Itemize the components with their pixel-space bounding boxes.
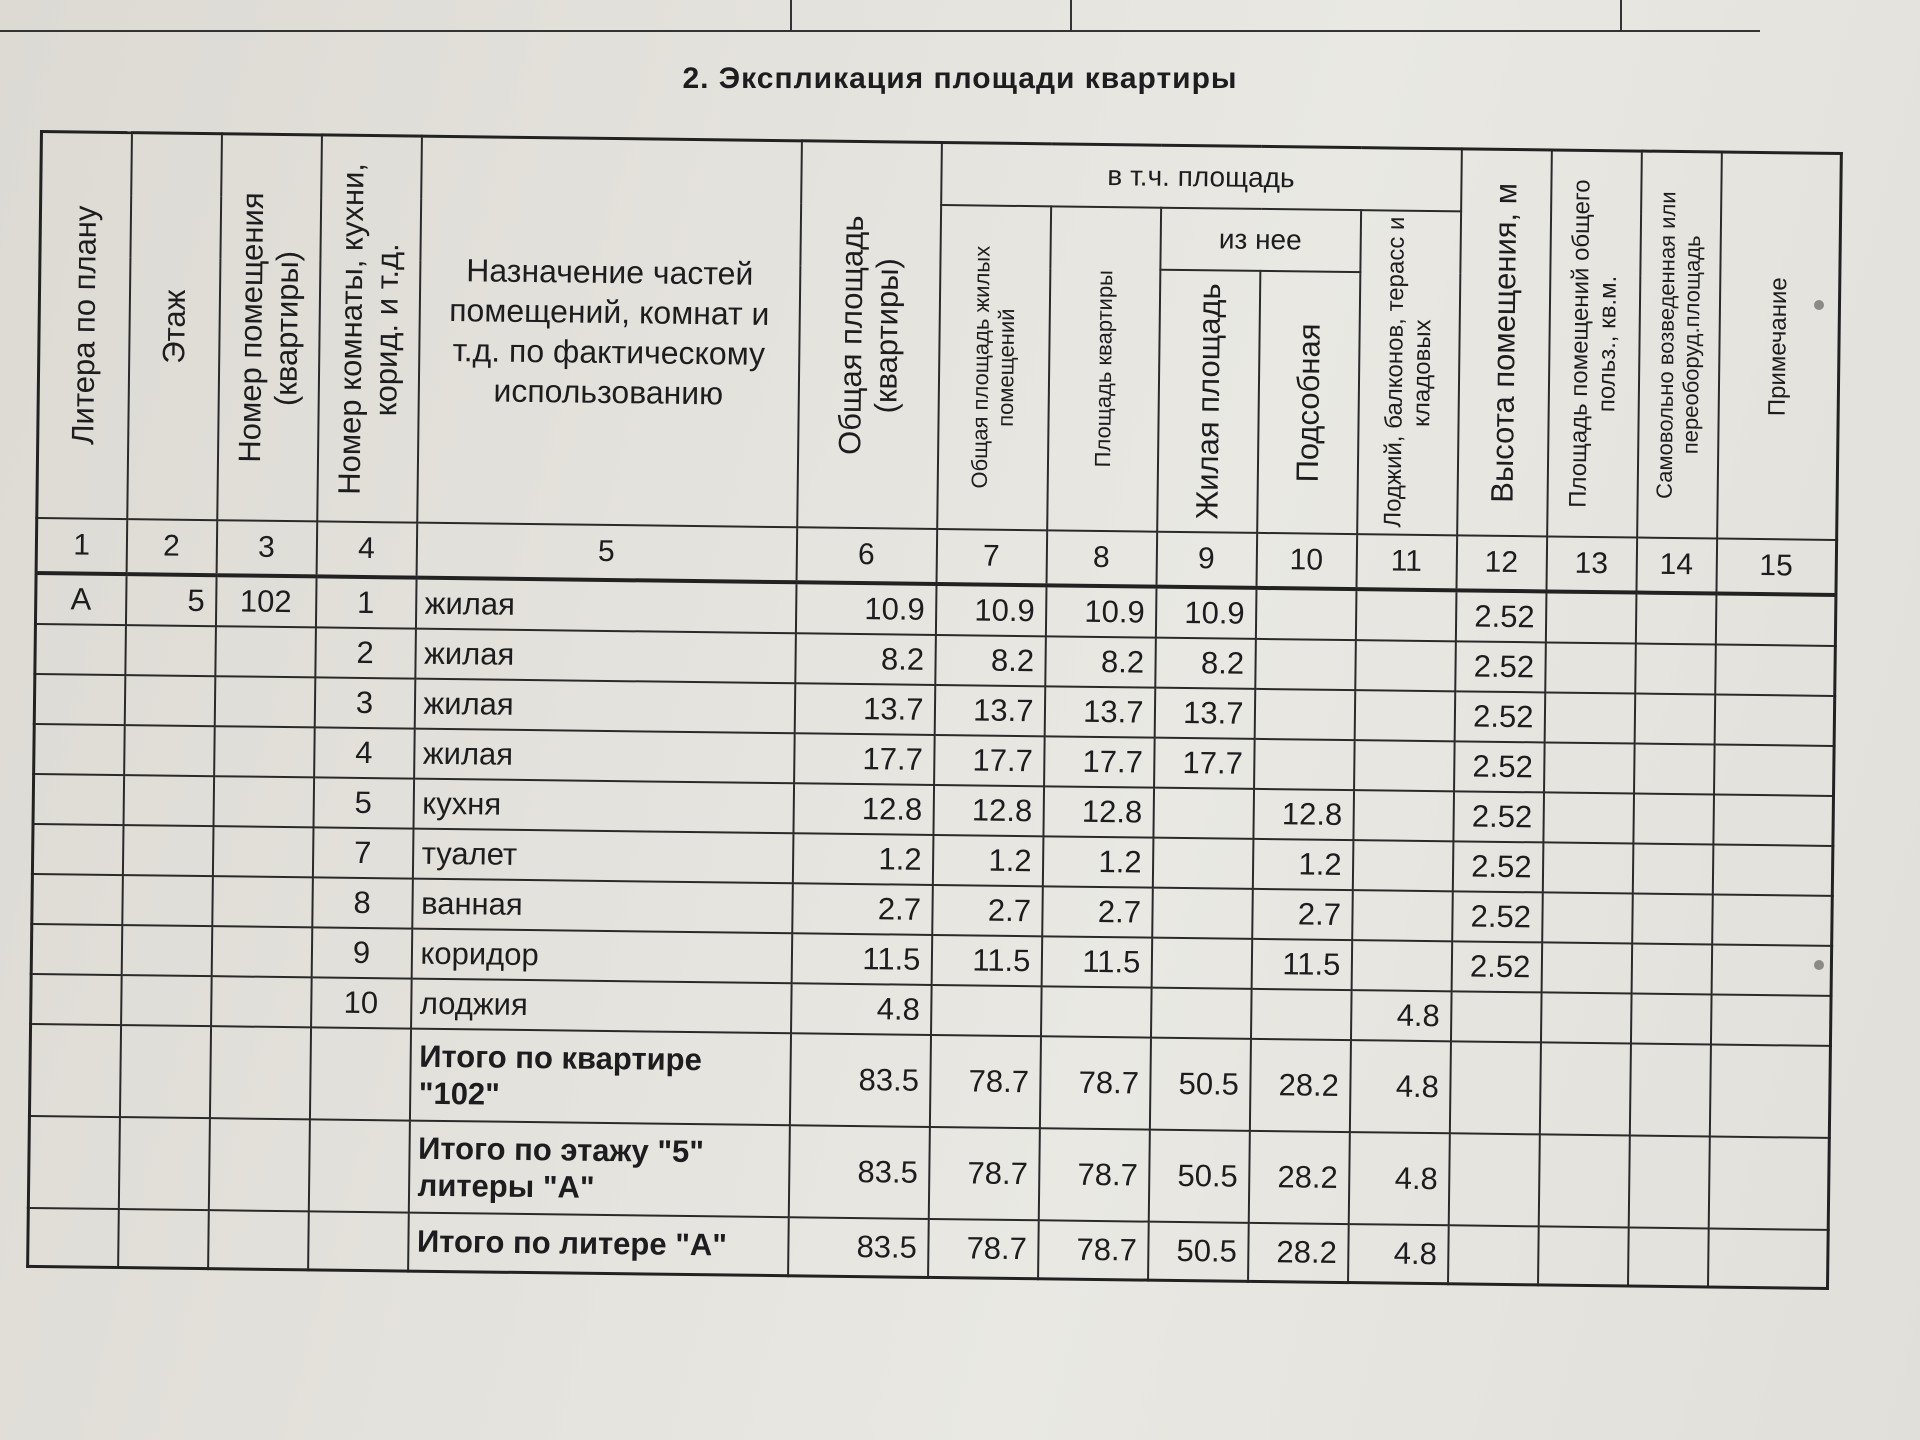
height-cell: 2.52 [1455, 590, 1546, 642]
loggia-area-cell [1351, 940, 1452, 991]
header-apartment-area: Площадь квартиры [1047, 206, 1161, 531]
empty-cell [119, 1025, 210, 1118]
utility-area-cell [1250, 989, 1351, 1040]
apartment-area-cell: 10.9 [1045, 585, 1156, 637]
empty-cell [1628, 1227, 1709, 1286]
utility-area-cell [1254, 739, 1355, 790]
header-apartment-number: Номер помещения (квартиры) [217, 134, 322, 522]
living-area-cell [1151, 938, 1252, 989]
height-cell: 2.52 [1451, 941, 1542, 992]
height-cell: 2.52 [1452, 891, 1543, 942]
litera-cell [32, 874, 123, 925]
loggia-area-cell [1355, 640, 1456, 691]
floor-cell [125, 625, 216, 676]
apartment-area-cell: 8.2 [1045, 636, 1156, 687]
apartment-area-cell: 12.8 [1043, 786, 1154, 837]
total-value-cell: 50.5 [1148, 1130, 1249, 1223]
loggia-area-cell [1354, 690, 1455, 741]
empty-cell [1635, 644, 1716, 695]
total-label: Итого по квартире "102" [409, 1029, 790, 1126]
column-number: 3 [216, 520, 317, 576]
header-group-of-which: из нее [1160, 208, 1361, 272]
height-cell: 2.52 [1453, 791, 1544, 842]
empty-cell [308, 1119, 409, 1212]
total-value-cell: 4.8 [1348, 1224, 1449, 1284]
room-number-cell: 10 [311, 977, 412, 1028]
empty-cell [1711, 944, 1832, 995]
empty-cell [1712, 844, 1833, 895]
total-value-cell: 4.8 [1348, 1132, 1449, 1225]
empty-cell [1714, 695, 1835, 746]
total-area-cell: 12.8 [793, 783, 934, 835]
total-value-cell: 50.5 [1149, 1038, 1250, 1131]
living-rooms-total-cell: 12.8 [933, 785, 1044, 836]
room-number-cell: 1 [315, 576, 416, 628]
height-cell: 2.52 [1452, 841, 1543, 892]
empty-cell [1710, 994, 1831, 1045]
empty-cell [1542, 842, 1633, 893]
litera-cell [31, 924, 122, 975]
apartment-cell [212, 876, 313, 927]
living-area-cell: 10.9 [1155, 587, 1256, 639]
total-area-cell: 8.2 [795, 633, 936, 685]
room-number-cell: 8 [312, 877, 413, 928]
loggia-area-cell [1352, 840, 1453, 891]
floor-cell [122, 825, 213, 876]
apartment-area-cell [1041, 986, 1152, 1037]
column-number: 4 [316, 521, 417, 577]
empty-cell [1538, 1134, 1629, 1227]
explication-table [26, 130, 1843, 1290]
utility-area-cell [1255, 639, 1356, 690]
floor-cell [124, 675, 215, 726]
column-number: 1 [36, 518, 127, 574]
apartment-area-cell: 11.5 [1041, 936, 1152, 987]
empty-cell [1715, 645, 1836, 696]
column-number: 5 [416, 523, 797, 583]
empty-cell [28, 1208, 119, 1268]
column-number: 13 [1546, 536, 1637, 592]
empty-cell [1635, 593, 1716, 645]
empty-cell [1539, 1042, 1630, 1135]
apartment-area-cell: 13.7 [1044, 686, 1155, 737]
header-loggia-area: Лоджий, балконов, терасс и кладовых [1357, 210, 1461, 535]
litera-cell [32, 824, 123, 875]
living-rooms-total-cell [931, 985, 1042, 1036]
apartment-cell: 102 [215, 575, 316, 627]
total-value-cell: 50.5 [1148, 1222, 1249, 1282]
purpose-cell: жилая [415, 578, 796, 634]
purpose-cell: кухня [413, 779, 794, 834]
table-body [28, 573, 1836, 1288]
header-purpose: Назначение частей помещений, комнат и т.д. по фактическому использованию [417, 136, 802, 527]
litera-cell [35, 624, 126, 675]
header-living-rooms-total: Общая площадь жилых помещений [937, 205, 1051, 530]
apartment-cell [212, 826, 313, 877]
column-number: 8 [1046, 530, 1157, 586]
litera-cell [31, 974, 122, 1025]
header-note: Примечание [1717, 152, 1842, 540]
total-area-cell: 10.9 [795, 582, 936, 635]
purpose-cell: коридор [411, 929, 792, 984]
utility-area-cell: 11.5 [1251, 939, 1352, 990]
empty-cell [1544, 692, 1635, 743]
empty-cell [1715, 594, 1836, 646]
living-area-cell [1152, 888, 1253, 939]
empty-cell [118, 1209, 209, 1269]
total-value-cell: 78.7 [928, 1219, 1039, 1279]
total-area-cell: 4.8 [791, 983, 932, 1035]
loggia-area-cell [1354, 740, 1455, 791]
empty-cell [1630, 994, 1711, 1045]
empty-cell [1542, 892, 1633, 943]
empty-cell [28, 1116, 119, 1209]
empty-cell [1708, 1136, 1829, 1229]
header-room-height: Высота помещения, м [1457, 149, 1552, 537]
litera-cell [34, 674, 125, 725]
living-rooms-total-cell: 8.2 [935, 635, 1046, 686]
loggia-area-cell [1353, 790, 1454, 841]
utility-area-cell [1254, 689, 1355, 740]
total-value-cell: 28.2 [1248, 1131, 1349, 1224]
purpose-cell: ванная [412, 879, 793, 934]
total-area-cell: 17.7 [794, 733, 935, 785]
apartment-area-cell: 1.2 [1042, 836, 1153, 887]
explication-table-wrapper [26, 130, 1843, 1290]
floor-cell [124, 725, 215, 776]
height-cell: 2.52 [1454, 741, 1545, 792]
header-litera: Литера по плану [37, 132, 132, 520]
column-number: 7 [936, 529, 1047, 585]
empty-cell [1545, 642, 1636, 693]
empty-cell [1629, 1043, 1710, 1136]
column-number: 6 [796, 527, 937, 584]
empty-cell [208, 1210, 309, 1270]
empty-cell [1543, 792, 1634, 843]
apartment-area-cell: 17.7 [1044, 736, 1155, 787]
total-area-cell: 2.7 [792, 883, 933, 935]
apartment-cell [213, 776, 314, 827]
empty-cell [209, 1026, 310, 1119]
living-area-cell: 13.7 [1154, 688, 1255, 739]
apartment-cell [211, 976, 312, 1027]
empty-cell [308, 1211, 409, 1271]
litera-cell [33, 774, 124, 825]
floor-cell [122, 875, 213, 926]
total-area-cell: 11.5 [791, 933, 932, 985]
empty-cell [1634, 694, 1715, 745]
column-number: 14 [1636, 538, 1717, 594]
height-cell: 2.52 [1454, 691, 1545, 742]
column-number: 11 [1356, 534, 1457, 590]
empty-cell [1633, 794, 1714, 845]
empty-cell [1709, 1044, 1830, 1137]
height-cell: 2.52 [1455, 641, 1546, 692]
total-value-cell: 4.8 [1349, 1040, 1450, 1133]
column-number: 15 [1716, 539, 1837, 595]
height-cell [1450, 991, 1541, 1042]
living-rooms-total-cell: 2.7 [932, 885, 1043, 936]
living-area-cell: 8.2 [1155, 638, 1256, 689]
total-area-cell: 1.2 [792, 833, 933, 885]
header-group-including-area: в т.ч. площадь [941, 143, 1462, 212]
header-utility-area: Подсобная [1257, 271, 1360, 534]
apartment-cell [214, 676, 315, 727]
utility-area-cell: 12.8 [1253, 789, 1354, 840]
header-living-area: Жилая площадь [1157, 270, 1260, 533]
empty-cell [1631, 944, 1712, 995]
room-number-cell: 9 [311, 927, 412, 978]
empty-cell [1545, 591, 1636, 643]
empty-cell [29, 1024, 120, 1117]
page-title: 2. Экспликация площади квартиры [682, 62, 1238, 95]
header-room-number: Номер комнаты, кухни, корид. и т.д. [317, 135, 422, 523]
litera-cell: А [35, 573, 126, 625]
room-number-cell: 2 [315, 627, 416, 678]
total-value-cell: 78.7 [928, 1127, 1039, 1220]
litera-cell [34, 724, 125, 775]
empty-cell [1540, 992, 1631, 1043]
room-number-cell: 7 [312, 827, 413, 878]
header-total-area: Общая площадь (квартиры) [797, 141, 942, 529]
column-number: 10 [1256, 533, 1357, 589]
utility-area-cell: 1.2 [1252, 839, 1353, 890]
total-label: Итого по этажу "5" литеры "А" [408, 1121, 789, 1218]
empty-cell [1632, 894, 1713, 945]
floor-cell [123, 775, 214, 826]
living-rooms-total-cell: 13.7 [934, 685, 1045, 736]
total-value-cell: 83.5 [788, 1217, 929, 1277]
column-number: 9 [1156, 532, 1257, 588]
empty-cell [208, 1118, 309, 1211]
empty-cell [1634, 744, 1715, 795]
total-value-cell: 28.2 [1248, 1223, 1349, 1283]
apartment-cell [215, 626, 316, 677]
empty-cell [1449, 1041, 1540, 1134]
empty-cell [309, 1027, 410, 1120]
total-value-cell: 28.2 [1249, 1039, 1350, 1132]
total-value-cell: 78.7 [929, 1035, 1040, 1128]
empty-cell [1448, 1133, 1539, 1226]
total-area-cell: 13.7 [794, 683, 935, 735]
empty-cell [1538, 1226, 1629, 1286]
column-number: 12 [1456, 535, 1547, 591]
header-floor: Этаж [127, 133, 222, 521]
living-area-cell [1152, 838, 1253, 889]
column-number: 2 [126, 519, 217, 575]
floor-cell [121, 975, 212, 1026]
room-number-cell: 5 [313, 777, 414, 828]
apartment-cell [211, 926, 312, 977]
utility-area-cell: 2.7 [1252, 889, 1353, 940]
purpose-cell: жилая [414, 679, 795, 734]
top-table-remnant [0, 0, 1760, 32]
empty-cell [1713, 794, 1834, 845]
room-number-cell: 3 [314, 677, 415, 728]
header-unauthorized-area: Самовольно возведенная или переоборуд.площадь [1637, 151, 1722, 538]
total-value-cell: 78.7 [1039, 1036, 1150, 1129]
living-area-cell [1150, 988, 1251, 1039]
empty-cell [1708, 1228, 1829, 1288]
loggia-area-cell [1355, 589, 1456, 641]
header-common-use-area: Площадь помещений общего польз., кв.м. [1547, 150, 1642, 538]
empty-cell [1541, 942, 1632, 993]
purpose-cell: туалет [412, 829, 793, 884]
purpose-cell: жилая [415, 629, 796, 684]
apartment-cell [214, 726, 315, 777]
empty-cell [1544, 742, 1635, 793]
floor-cell [121, 925, 212, 976]
empty-cell [118, 1117, 209, 1210]
living-rooms-total-cell: 17.7 [934, 735, 1045, 786]
empty-cell [1448, 1225, 1539, 1285]
apartment-area-cell: 2.7 [1042, 886, 1153, 937]
loggia-area-cell: 4.8 [1350, 990, 1451, 1041]
purpose-cell: лоджия [411, 979, 792, 1034]
living-area-cell [1153, 788, 1254, 839]
empty-cell [1712, 894, 1833, 945]
total-value-cell: 83.5 [789, 1033, 930, 1127]
room-number-cell: 4 [314, 727, 415, 778]
total-value-cell: 78.7 [1038, 1220, 1149, 1280]
purpose-cell: жилая [414, 729, 795, 784]
living-rooms-total-cell: 1.2 [932, 835, 1043, 886]
total-value-cell: 83.5 [788, 1125, 929, 1219]
living-rooms-total-cell: 11.5 [931, 935, 1042, 986]
empty-cell [1632, 844, 1713, 895]
floor-cell: 5 [125, 574, 216, 626]
total-label: Итого по литере "А" [408, 1213, 789, 1276]
total-value-cell: 78.7 [1038, 1128, 1149, 1221]
empty-cell [1714, 744, 1835, 795]
empty-cell [1628, 1135, 1709, 1228]
living-area-cell: 17.7 [1154, 738, 1255, 789]
utility-area-cell [1255, 588, 1356, 640]
living-rooms-total-cell: 10.9 [935, 584, 1046, 636]
loggia-area-cell [1352, 890, 1453, 941]
